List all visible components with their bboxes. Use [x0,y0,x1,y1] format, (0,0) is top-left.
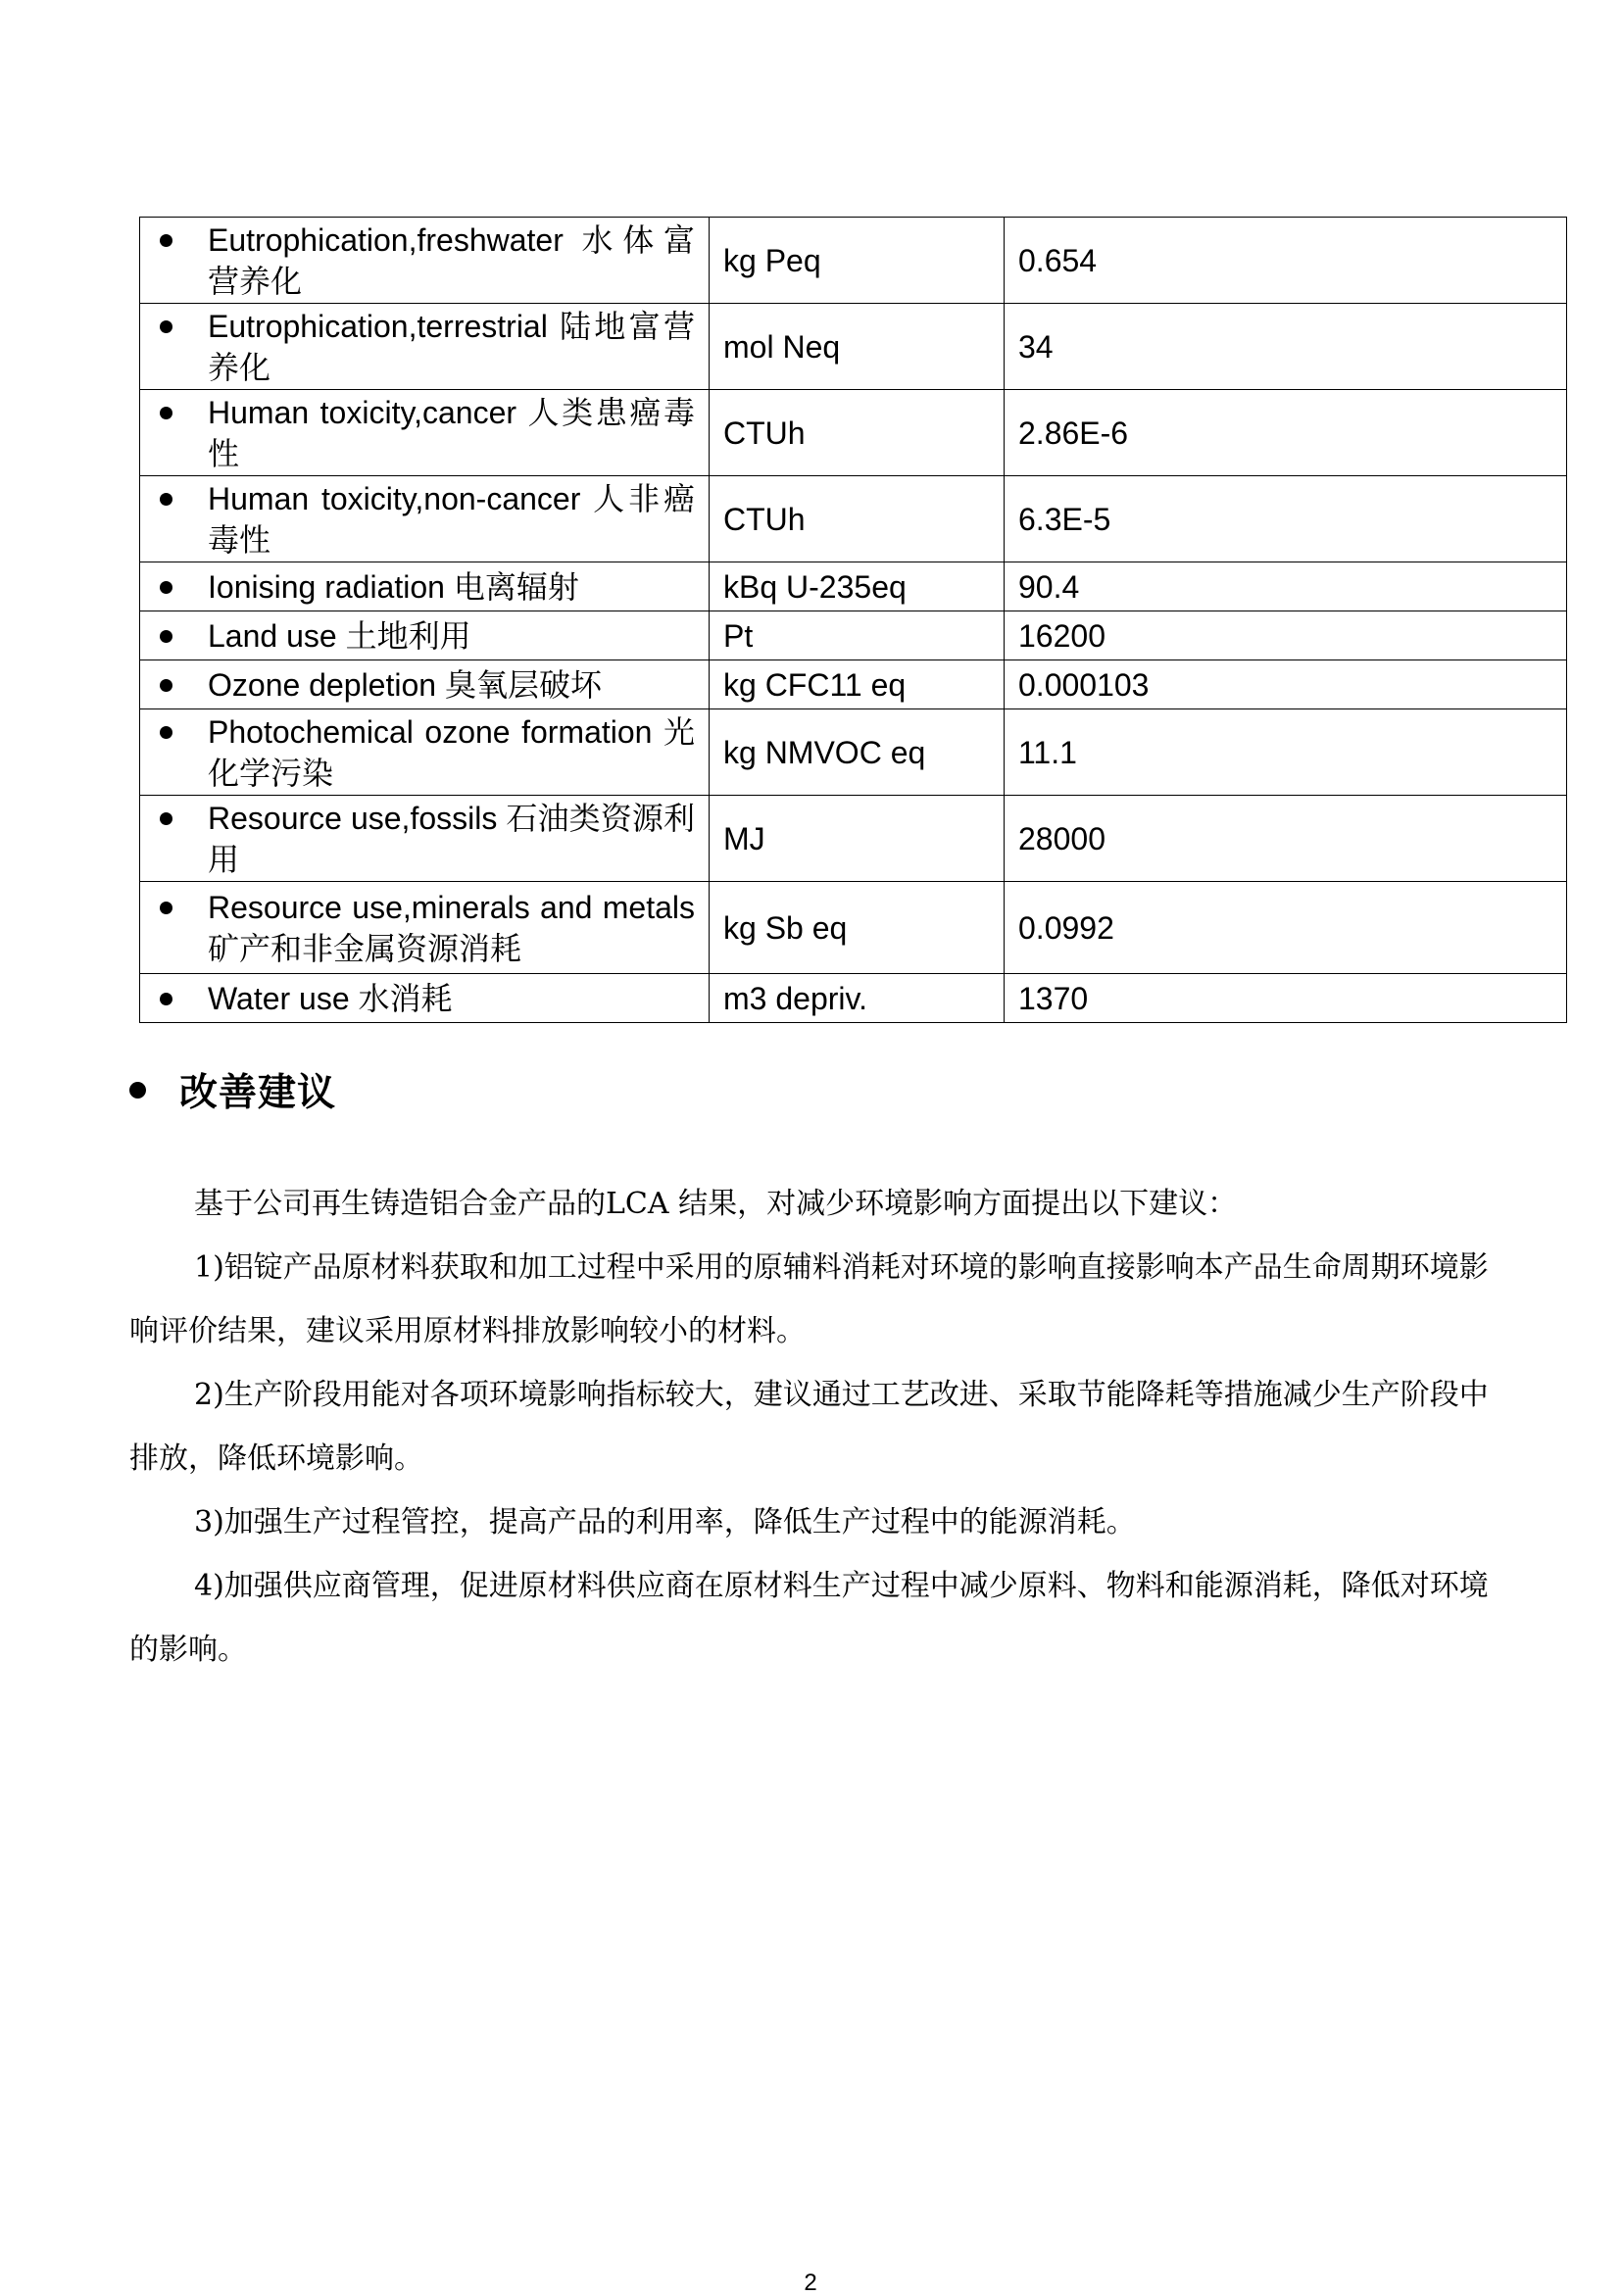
page-number: 2 [804,2270,817,2296]
bullet-icon [160,812,172,825]
table-row [140,882,1567,974]
table-row [140,611,1567,660]
paragraph: 基于公司再生铸造铝合金产品的LCA 结果，对减少环境影响方面提出以下建议： [194,1187,1238,1221]
impact-category-cell [140,304,710,390]
impact-value: 1370 [1005,974,1567,1023]
section-heading-row [129,1062,336,1117]
table-row [140,974,1567,1023]
impact-value: 0.000103 [1005,660,1567,709]
impact-unit: kg Sb eq [710,882,1005,974]
impact-results-table [139,217,1567,1023]
impact-category-cell [140,218,710,304]
impact-category: Human toxicity,non-cancer 人非癌毒性 [208,480,695,558]
impact-unit: CTUh [710,390,1005,476]
paragraph: 3)加强生产过程管控，提高产品的利用率，降低生产过程中的能源消耗。 [194,1505,1136,1539]
bullet-icon [160,407,172,419]
impact-category: Resource use,fossils 石油类资源利用 [208,800,695,877]
table-row [140,796,1567,882]
impact-unit: MJ [710,796,1005,882]
table-row [140,476,1567,562]
table-row [140,660,1567,709]
impact-value: 16200 [1005,611,1567,660]
impact-category-cell [140,882,710,974]
table-row [140,304,1567,390]
impact-category: Photochemical ozone formation 光化学污染 [208,713,695,791]
impact-category-cell [140,476,710,562]
impact-unit: Pt [710,611,1005,660]
impact-category: Resource use,minerals and metals 矿产和非金属资源消耗 [208,889,695,966]
improvement-suggestions [129,1172,1501,1682]
impact-category-cell [140,390,710,476]
impact-value: 28000 [1005,796,1567,882]
impact-value: 90.4 [1005,562,1567,611]
impact-category-cell [140,562,710,611]
impact-category-cell [140,611,710,660]
impact-category: Eutrophication,freshwater 水体富营养化 [208,221,695,299]
bullet-icon [160,581,172,594]
impact-value: 34 [1005,304,1567,390]
impact-category: Human toxicity,cancer 人类患癌毒性 [208,394,695,471]
impact-unit: kg NMVOC eq [710,709,1005,796]
impact-category: Ionising radiation 电离辐射 [208,568,579,605]
impact-value: 0.0992 [1005,882,1567,974]
bullet-icon [160,234,172,247]
impact-value: 2.86E-6 [1005,390,1567,476]
bullet-icon [160,493,172,506]
table-row [140,390,1567,476]
impact-value: 6.3E-5 [1005,476,1567,562]
impact-unit: m3 depriv. [710,974,1005,1023]
impact-category-cell [140,974,710,1023]
impact-category: Land use 土地利用 [208,617,471,654]
bullet-icon [160,679,172,692]
paragraph: 2)生产阶段用能对各项环境影响指标较大，建议通过工艺改进、采取节能降耗等措施减少生产阶段中排放，降低环境影响。 [129,1378,1489,1476]
impact-category: Eutrophication,terrestrial 陆地富营养化 [208,308,695,385]
impact-category-cell [140,796,710,882]
impact-unit: CTUh [710,476,1005,562]
bullet-icon [160,320,172,333]
bullet-icon [160,993,172,1005]
table-row [140,218,1567,304]
impact-unit: kg Peq [710,218,1005,304]
impact-category-cell [140,660,710,709]
paragraph: 1)铝锭产品原材料获取和加工过程中采用的原辅料消耗对环境的影响直接影响本产品生命周期环境影响评价结果，建议采用原材料排放影响较小的材料。 [129,1250,1489,1348]
paragraph: 4)加强供应商管理，促进原材料供应商在原材料生产过程中减少原料、物料和能源消耗，降低对环境的影响。 [129,1569,1489,1667]
bullet-icon [129,1082,146,1099]
impact-category: Water use 水消耗 [208,980,453,1016]
impact-value: 0.654 [1005,218,1567,304]
impact-category-cell [140,709,710,796]
table-row [140,562,1567,611]
impact-category: Ozone depletion 臭氧层破坏 [208,666,602,703]
impact-value: 11.1 [1005,709,1567,796]
bullet-icon [160,630,172,643]
section-heading: 改善建议 [179,1071,337,1115]
impact-unit: kBq U-235eq [710,562,1005,611]
bullet-icon [160,902,172,914]
impact-unit: mol Neq [710,304,1005,390]
bullet-icon [160,726,172,739]
impact-unit: kg CFC11 eq [710,660,1005,709]
table-row [140,709,1567,796]
